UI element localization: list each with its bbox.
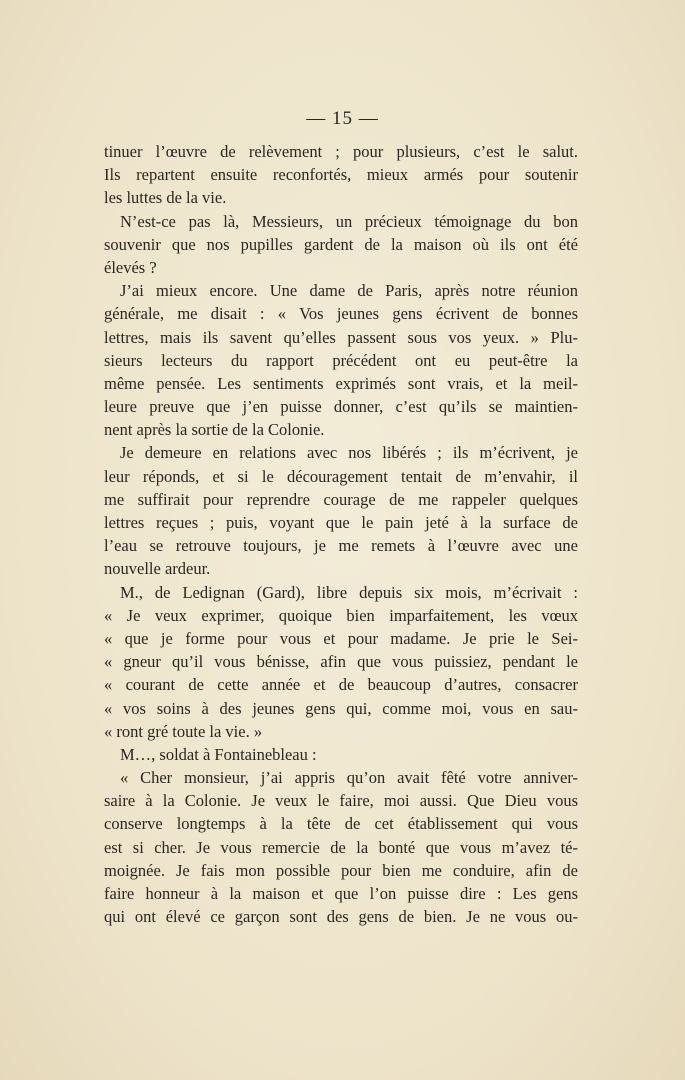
text-line: lettres reçues ; puis, voyant que le pain jeté à la surface de: [104, 513, 578, 532]
text-line: Ils repartent ensuite reconfortés, mieux armés pour soutenir: [104, 165, 578, 185]
page-number: — 15 —: [306, 108, 379, 129]
text-line: tinuer l’œuvre de relèvement ; pour plusieurs, c’est le salut.: [104, 142, 578, 161]
text-line: « que je forme pour vous et pour madame. Je prie le Sei-: [104, 628, 578, 648]
text-line: N’est-ce pas là, Messieurs, un précieux témoignage du bon: [120, 211, 578, 231]
text-line: « vos soins à des jeunes gens qui, comme moi, vous en sau-: [104, 698, 578, 718]
text-line: me suffirait pour reprendre courage de me rappeler quelques: [104, 489, 578, 509]
text-line: « Je veux exprimer, quoique bien imparfaitement, les vœux: [104, 605, 578, 625]
text-line: générale, me disait : « Vos jeunes gens écrivent de bonnes: [104, 304, 578, 324]
text-line: les luttes de la vie.: [104, 188, 227, 208]
text-line: « ront gré toute la vie. »: [104, 721, 263, 741]
text-line: « gneur qu’il vous bénisse, afin que vous puissiez, pendant le: [104, 652, 578, 672]
text-line: M., de Ledignan (Gard), libre depuis six mois, m’écrivait :: [120, 582, 578, 602]
text-line: sieurs lecteurs du rapport précédent ont eu peut-être la: [104, 350, 578, 370]
text-line: M…, soldat à Fontainebleau :: [120, 744, 317, 764]
text-line: est si cher. Je vous remercie de la bonté que vous m’avez té-: [104, 837, 578, 857]
text-line: « Cher monsieur, j’ai appris qu’on avait fêté votre anniver-: [120, 768, 578, 788]
text-line: leur réponds, et si le découragement tentait de m’envahir, il: [104, 466, 578, 486]
text-line: même pensée. Les sentiments exprimés sont vrais, et la meil-: [104, 373, 578, 393]
text-line: leure preuve que j’en puisse donner, c’est qu’ils se maintien-: [104, 397, 578, 417]
text-line: élevés ?: [104, 257, 157, 277]
text-line: lettres, mais ils savent qu’elles passent sous vos yeux. » Plu-: [104, 327, 578, 347]
text-line: qui ont élevé ce garçon sont des gens de bien. Je ne vous ou-: [104, 907, 578, 927]
text-line: souvenir que nos pupilles gardent de la maison où ils ont été: [104, 234, 578, 254]
body-text: [104, 140, 578, 928]
text-line: moignée. Je fais mon possible pour bien me conduire, afin de: [104, 860, 578, 880]
text-line: nouvelle ardeur.: [104, 559, 211, 579]
text-line: nent après la sortie de la Colonie.: [104, 420, 325, 440]
text-line: conserve longtemps à la tête de cet établissement qui vous: [104, 814, 578, 834]
text-line: Je demeure en relations avec nos libérés ; ils m’écrivent, je: [120, 443, 578, 463]
text-line: faire honneur à la maison et que l’on puisse dire : Les gens: [104, 884, 578, 903]
text-line: l’eau se retrouve toujours, je me remets à l’œuvre avec une: [104, 536, 578, 556]
text-line: saire à la Colonie. Je veux le faire, moi aussi. Que Dieu vous: [104, 791, 578, 811]
text-line: « courant de cette année et de beaucoup d’autres, consacrer: [104, 675, 578, 695]
text-line: J’ai mieux encore. Une dame de Paris, après notre réunion: [120, 281, 578, 301]
